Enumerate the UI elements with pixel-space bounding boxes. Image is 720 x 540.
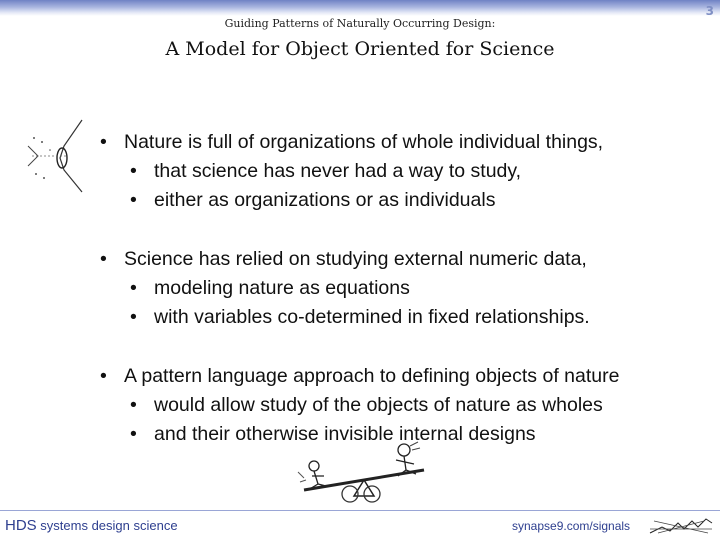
eye-sketch-icon bbox=[24, 118, 86, 194]
sub-bullet-item: • with variables co-determined in fixed relationships. bbox=[130, 306, 590, 328]
header-band bbox=[0, 0, 720, 16]
bullet-group-3 bbox=[100, 362, 715, 449]
page-number: 3 bbox=[705, 4, 714, 18]
footer-brand: HDS systems design science bbox=[5, 517, 178, 534]
bullet-list bbox=[100, 128, 715, 449]
sub-bullet-item: • would allow study of the objects of nature as wholes bbox=[130, 394, 603, 416]
sub-bullet-item: • either as organizations or as individuals bbox=[130, 189, 496, 211]
footer-divider bbox=[0, 510, 720, 511]
bullet-group-2 bbox=[100, 245, 715, 332]
bullet-item: • A pattern language approach to defining objects of nature bbox=[100, 365, 620, 387]
bullet-item: • Nature is full of organizations of whole individual things, bbox=[100, 131, 604, 153]
sub-bullet-item: • modeling nature as equations bbox=[130, 277, 410, 299]
sub-bullet-item: • and their otherwise invisible internal designs bbox=[130, 423, 536, 445]
slide-title: A Model for Object Oriented for Science bbox=[165, 38, 555, 60]
bullet-group-1 bbox=[100, 128, 715, 215]
footer-link[interactable]: synapse9.com/signals bbox=[512, 519, 631, 533]
slide-subtitle: Guiding Patterns of Naturally Occurring Design: bbox=[224, 17, 496, 30]
sub-bullet-item: • that science has never had a way to study, bbox=[130, 160, 522, 182]
signal-wave-icon bbox=[648, 517, 714, 535]
bullet-item: • Science has relied on studying external numeric data, bbox=[100, 248, 587, 270]
seesaw-sketch-icon bbox=[292, 440, 442, 506]
